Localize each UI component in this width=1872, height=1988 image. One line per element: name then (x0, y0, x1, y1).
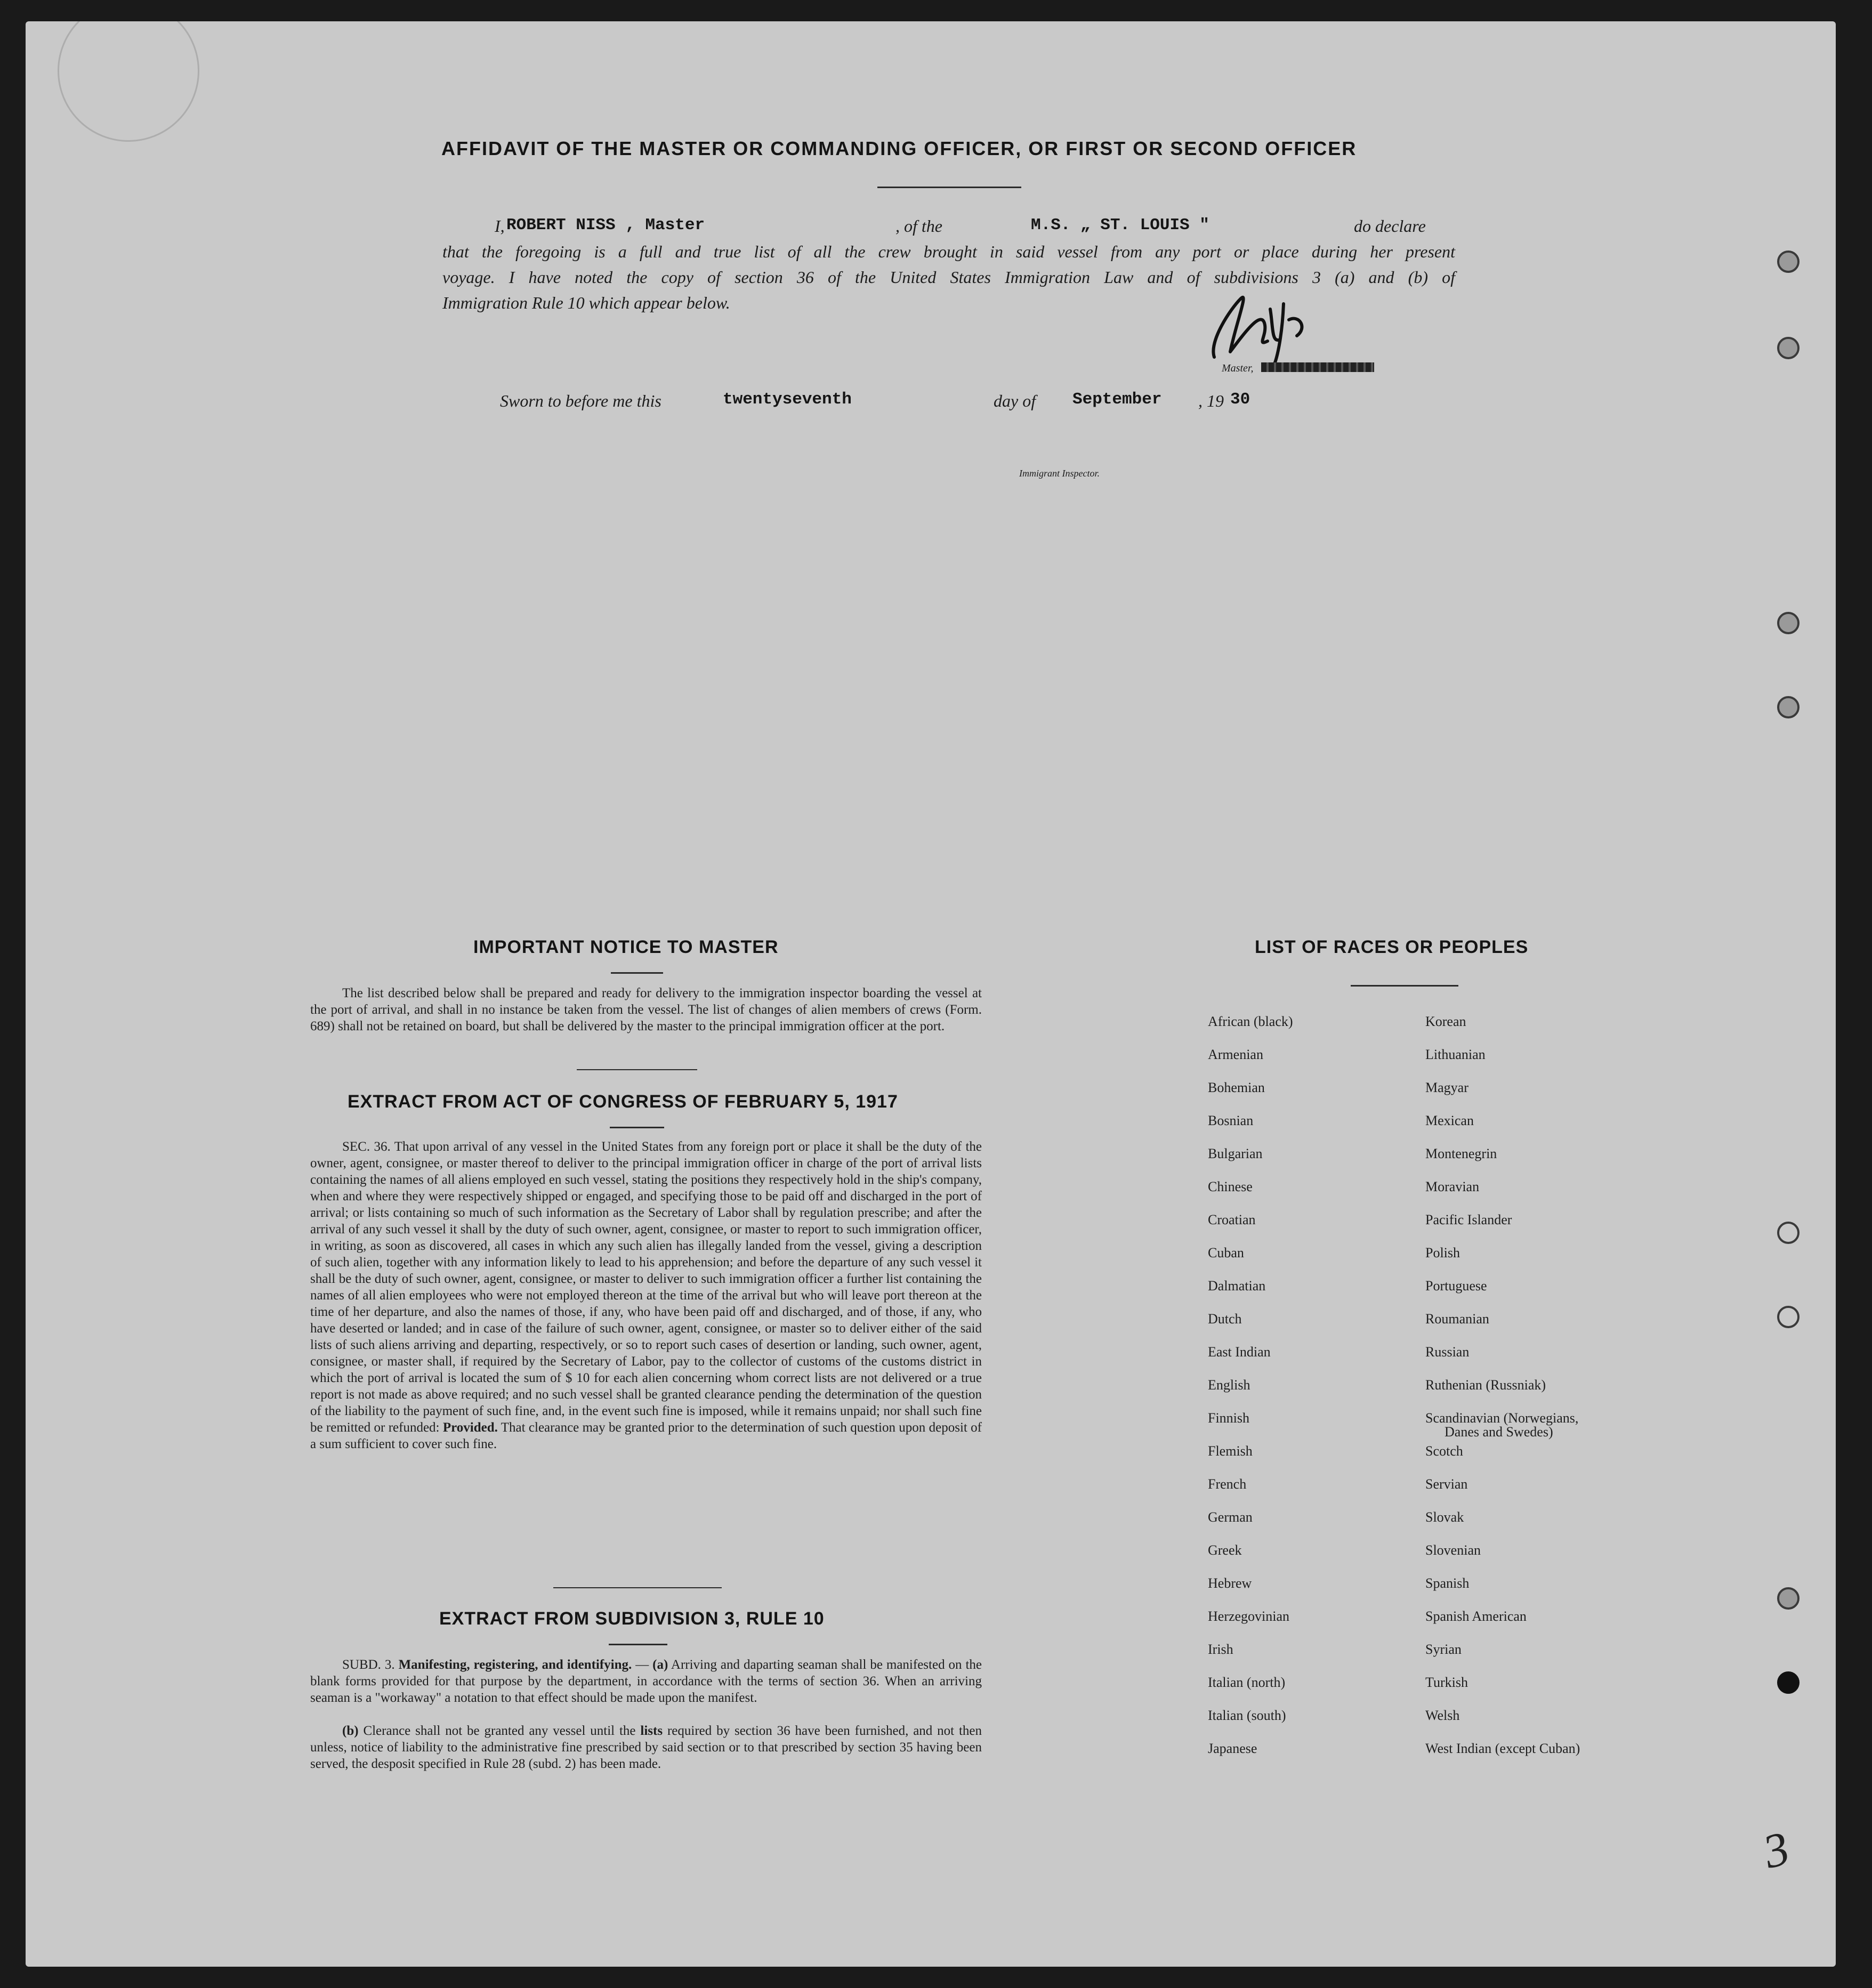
race-item: Bohemian (1208, 1080, 1265, 1095)
master-signature (1198, 277, 1326, 373)
act-body-end: That clearance may be granted prior to the determination of such question upon deposit of a sum sufficient to cover such fine. (310, 1420, 982, 1451)
race-item: Armenian (1208, 1047, 1263, 1062)
affidavit-line: Immigration Rule 10 which appear below. (442, 293, 730, 312)
divider (1351, 985, 1458, 987)
race-item: Ruthenian (Russniak) (1425, 1377, 1546, 1393)
rule-a-prefix: SUBD. 3. (342, 1658, 395, 1672)
race-item: African (black) (1208, 1014, 1293, 1029)
race-item: Spanish (1425, 1575, 1470, 1591)
master-name: ROBERT NISS , Master (506, 216, 705, 235)
race-item: Scotch (1425, 1443, 1463, 1459)
race-item: Spanish American (1425, 1609, 1527, 1624)
margin-note: 3 (1757, 1821, 1795, 1879)
race-item: Slovak (1425, 1509, 1464, 1525)
divider (577, 1069, 697, 1070)
race-item: German (1208, 1509, 1253, 1525)
day-of-label: day of (994, 391, 1036, 410)
of-label: , of the (895, 216, 942, 236)
signature-label: Master, (1222, 362, 1254, 374)
race-item: Magyar (1425, 1080, 1468, 1095)
rule-b-text (310, 1723, 982, 1772)
race-item: Turkish (1425, 1675, 1468, 1690)
notice-title: IMPORTANT NOTICE TO MASTER (473, 937, 779, 957)
race-item: Flemish (1208, 1443, 1253, 1459)
rule-a-text (310, 1656, 982, 1706)
faint-stamp (58, 21, 199, 142)
year-prefix: , 19 (1198, 391, 1224, 410)
rule-b-label: (b) (342, 1724, 359, 1738)
race-item: Japanese (1208, 1741, 1257, 1756)
affidavit-prefix: I, (495, 216, 505, 236)
punch-hole (1777, 1671, 1800, 1694)
rule-b-body: Clerance shall not be granted any vessel until the (363, 1724, 636, 1738)
rule-b-lists: lists (640, 1724, 663, 1738)
race-item: Greek (1208, 1542, 1242, 1558)
race-item: Roumanian (1425, 1311, 1489, 1327)
divider (610, 1127, 664, 1128)
race-item-continued: Danes and Swedes) (1445, 1424, 1553, 1440)
affidavit-line: voyage. I have noted the copy of section 36 of the United States Immigration Law and of subdivisions 3 (a) and (b) of (442, 268, 1455, 287)
race-item: Bulgarian (1208, 1146, 1263, 1161)
punch-hole (1777, 250, 1800, 273)
punch-hole (1777, 1587, 1800, 1610)
divider (609, 1644, 667, 1645)
divider (877, 187, 1021, 188)
document-page (26, 21, 1836, 1967)
affidavit-line: that the foregoing is a full and true list of all the crew brought in said vessel from any port or place during her present (442, 242, 1455, 261)
rule-b-body-end: required by section 36 have been furnished, and not then unless, notice of liability to the administrative fine prescribed by said section or to that prescribed by section 35 having been served, the desposit specified in Rule 28 (subd. 2) has been made. (310, 1724, 982, 1771)
race-item: West Indian (except Cuban) (1425, 1741, 1580, 1756)
punch-hole (1777, 1306, 1800, 1328)
race-item: Irish (1208, 1642, 1233, 1657)
race-item: Montenegrin (1425, 1146, 1497, 1161)
punch-hole (1777, 337, 1800, 359)
affidavit-title: AFFIDAVIT OF THE MASTER OR COMMANDING OFFICER, OR FIRST OR SECOND OFFICER (441, 138, 1357, 159)
race-item: Lithuanian (1425, 1047, 1486, 1062)
divider (553, 1587, 722, 1588)
race-item: Syrian (1425, 1642, 1462, 1657)
race-item: Bosnian (1208, 1113, 1254, 1128)
race-item: Servian (1425, 1476, 1468, 1492)
race-item: Portuguese (1425, 1278, 1487, 1294)
rule-a-body: Arriving and daparting seaman shall be manifested on the blank forms provided for that purpose by the department, in accordance with the terms of section 36. When an arriving seaman is a "workaway" a notation to that effect should be made upon the manifest. (310, 1658, 982, 1705)
race-item: Korean (1425, 1014, 1466, 1029)
race-item: Italian (south) (1208, 1708, 1286, 1723)
act-provided: Provided. (442, 1420, 498, 1435)
vessel-name: M.S. „ ST. LOUIS " (1031, 216, 1209, 235)
race-item: Scandinavian (Norwegians, (1425, 1410, 1579, 1426)
race-item: Russian (1425, 1344, 1470, 1360)
race-item: Slovenian (1425, 1542, 1481, 1558)
race-item: Cuban (1208, 1245, 1244, 1260)
race-item: Moravian (1425, 1179, 1480, 1194)
punch-hole (1777, 696, 1800, 718)
races-title: LIST OF RACES OR PEOPLES (1255, 937, 1529, 957)
race-item: Dalmatian (1208, 1278, 1266, 1294)
race-item: French (1208, 1476, 1247, 1492)
year-suffix: 30 (1230, 390, 1250, 409)
sworn-month: September (1072, 390, 1162, 409)
race-item: Polish (1425, 1245, 1461, 1260)
race-item: Croatian (1208, 1212, 1256, 1227)
rule-a-dash: — (635, 1658, 649, 1672)
divider (611, 972, 663, 974)
race-item: English (1208, 1377, 1250, 1393)
act-body: SEC. 36. That upon arrival of any vessel in the United States from any foreign port or place it shall be the duty of the owner, agent, consignee, or master thereof to deliver to the principal immigration officer in charge of the port of arrival lists containing the names of all aliens employed en such vessel, stating the positions they respectively hold in the ship's company, when and where they were respectively shipped or engaged, and specifying those to be paid off and discharged in the port of arrival; or lists containing so much of such information as the Secretary of Labor shall by regulation prescribe; and after the arrival of any such vessel it shall by the duty of such owner, agent, consignee, or master to report to such immigration officer, in writing, as soon as discovered, all cases in which any such alien has illegally landed from the vessel, giving a description of such alien, together with any information likely to lead to his apprehension; and before the departure of any such vessel it shall be the duty of such owner, agent, consignee, or master to deliver to such immigration officer a further list containing the names of all alien employees who were not employed thereon at the time of the arrival but who will leave port thereon at the time of her departure, and also the names of those, if any, who have been paid off and discharged, and of those, if any, who have deserted or landed; and in case of the failure of such owner, agent, consignee, or master so to deliver either of the said lists of such aliens arriving and departing, respectively, or so to report such cases of desertion or landing, such owner, agent, consignee, or master shall, if required by the Secretary of Labor, pay to the collector of customs of the customs district in which the port of arrival is located the sum of $ 10 for each alien concerning whom correct lists are not delivered or a true report is not made as above required; and no such vessel shall be granted clearance pending the determination of the question of the liability to the payment of such fine, and, in the event such fine is imposed, while it remains unpaid; nor shall such fine be remitted or refunded: (310, 1140, 982, 1435)
sworn-day: twentyseventh (723, 390, 852, 409)
inspector-label: Immigrant Inspector. (1019, 468, 1100, 479)
act-text (310, 1138, 982, 1452)
sworn-label: Sworn to before me this (500, 391, 661, 410)
rule-a-label: (a) (652, 1658, 668, 1672)
rule-title: EXTRACT FROM SUBDIVISION 3, RULE 10 (439, 1609, 825, 1629)
rule-a-heading: Manifesting, registering, and identifying. (398, 1658, 632, 1672)
race-item: Mexican (1425, 1113, 1474, 1128)
race-item: Chinese (1208, 1179, 1253, 1194)
race-item: Pacific Islander (1425, 1212, 1512, 1227)
race-item: Hebrew (1208, 1575, 1252, 1591)
race-item: Welsh (1425, 1708, 1460, 1723)
act-title: EXTRACT FROM ACT OF CONGRESS OF FEBRUARY 5, 1917 (348, 1092, 898, 1112)
punch-hole (1777, 1222, 1800, 1244)
race-item: Herzegovinian (1208, 1609, 1290, 1624)
race-item: Italian (north) (1208, 1675, 1286, 1690)
notice-text: The list described below shall be prepared and ready for delivery to the immigration inspector boarding the vessel at the port of arrival, and shall in no instance be taken from the vessel. The list of changes of alien members of crews (Form. 689) shall not be retained on board, but shall be delivered by the master to the principal immigration officer at the port. (310, 986, 982, 1033)
struck-title (1261, 362, 1374, 372)
race-item: Dutch (1208, 1311, 1242, 1327)
race-item: East Indian (1208, 1344, 1271, 1360)
declare-label: do declare (1354, 216, 1426, 236)
punch-hole (1777, 612, 1800, 634)
race-item: Finnish (1208, 1410, 1250, 1426)
